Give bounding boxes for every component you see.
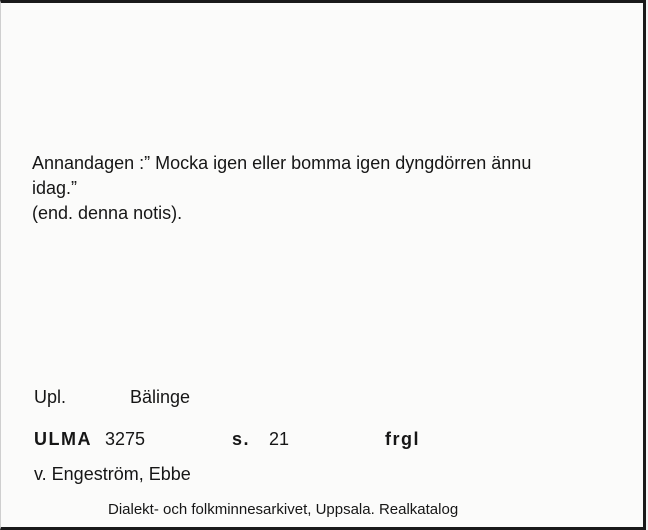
category-code: frgl bbox=[385, 429, 420, 449]
archive-number: 3275 bbox=[105, 429, 146, 449]
page-label: s. bbox=[232, 429, 251, 449]
archive-code: ULMA bbox=[34, 429, 92, 449]
card-footer: Dialekt- och folkminnesarkivet, Uppsala. Realkatalog bbox=[108, 501, 459, 518]
card-note-text bbox=[32, 151, 622, 226]
note-line-3: (end. denna notis). bbox=[32, 203, 183, 223]
province-label: Upl. bbox=[34, 387, 67, 407]
note-line-1: Annandagen :” Mocka igen eller bomma igen dyngdörren ännu bbox=[32, 153, 532, 173]
collector-name: v. Engeström, Ebbe bbox=[34, 464, 191, 484]
parish-label: Bälinge bbox=[130, 387, 191, 407]
page-number: 21 bbox=[269, 429, 290, 449]
note-line-2: idag.” bbox=[32, 178, 78, 198]
